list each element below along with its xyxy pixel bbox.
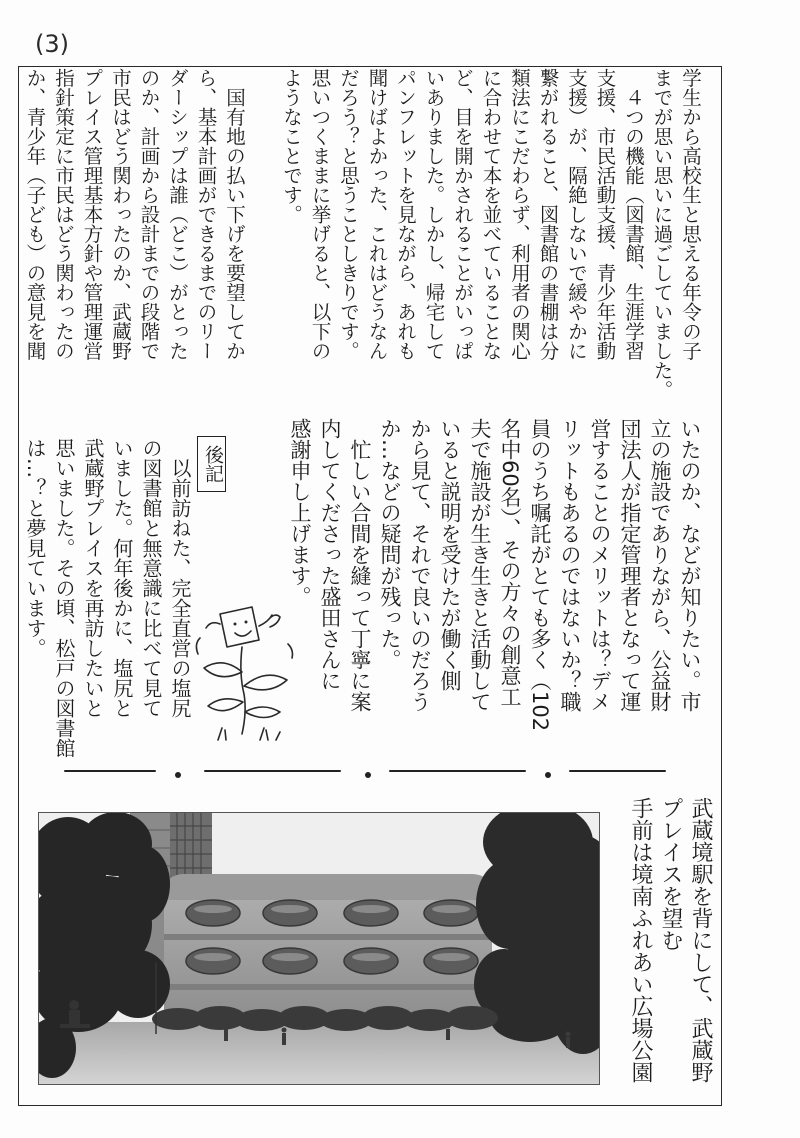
section-divider	[55, 760, 675, 784]
text-column: か…などの疑問が残った。	[378, 418, 402, 670]
text-column: ４つの機能（図書館、生涯学習	[622, 68, 645, 361]
text-column: いありました。しかし、帰宅して	[422, 68, 446, 361]
text-column: か、青少年（子ども）の意見を聞	[23, 68, 47, 361]
text-column: 繋がれること、図書館の書棚は分	[536, 68, 560, 361]
caption-column: 手前は境南ふれあい広場公園	[628, 797, 653, 1083]
afterword-column: 思いました。その頃、松戸の図書館	[52, 438, 76, 758]
afterword-heading: 後記	[197, 436, 226, 492]
text-column: 市民はどう関わったのか、武蔵野	[109, 68, 132, 361]
text-column: 忙しい合間を縫って丁寧に案	[348, 418, 372, 712]
text-column: だろう？と思うことしきりです。	[337, 68, 360, 361]
text-column: ら、基本計画ができるまでのリー	[194, 68, 218, 361]
text-column: に合わせて本を並べていることな	[479, 68, 503, 361]
top-text-block	[20, 68, 704, 402]
caption-column: 武蔵境駅を背にして、武蔵野	[688, 797, 713, 1083]
main-building	[164, 874, 492, 1016]
afterword-column: いました。何年後かに、塩尻と	[110, 438, 134, 718]
paragraph-gap	[248, 68, 277, 402]
text-column: いたのか、などが知りたい。市	[678, 418, 702, 712]
page-number: (3)	[35, 30, 69, 58]
plant-face-doodle	[190, 596, 302, 742]
middle-text-block	[285, 418, 705, 770]
text-column: ど、目を開かされることがいっぱ	[451, 68, 474, 361]
photo-caption	[625, 797, 715, 1089]
text-column: 夫で施設が生き生きと活動して	[468, 418, 492, 712]
afterword-text-block	[20, 438, 194, 770]
caption-column: プレイスを望む	[658, 797, 683, 951]
building-photo	[38, 812, 600, 1085]
text-column: プレイス管理基本方針や管理運営	[80, 68, 104, 361]
afterword-column: は…？と夢見ています。	[23, 438, 47, 658]
text-column: 内してくださった盛田さんに	[318, 418, 342, 691]
text-column: 国有地の払い下げを要望してか	[223, 68, 246, 361]
text-column: ようなことです。	[280, 68, 303, 224]
afterword-column: 武蔵野プレイスを再訪したいと	[81, 438, 105, 718]
text-column: 類法にこだわらず、利用者の関心	[508, 68, 531, 361]
text-column: 立の施設でありながら、公益財	[648, 418, 672, 712]
afterword-column: の図書館と無意識に比べて見て	[139, 438, 163, 718]
afterword-column: 以前訪ねた、完全直営の塩尻	[168, 438, 192, 718]
text-column: いると説明を受けたが働く側	[438, 418, 462, 691]
text-column: 営することのメリットは？デメ	[588, 418, 612, 712]
text-column: 聞けばよかった、これはどうなん	[365, 68, 389, 361]
text-column: 団法人が指定管理者となって運	[618, 418, 642, 712]
text-column: 学生から高校生と思える年令の子	[679, 68, 702, 361]
text-column: 指針策定に市民はどう関わったの	[52, 68, 75, 361]
text-column: 思いつくままに挙げると、以下の	[308, 68, 332, 361]
text-column: リットもあるのではないか？職	[558, 418, 582, 712]
text-column: から見て、それで良いのだろう	[408, 418, 432, 712]
text-column: 員のうち嘱託がとても多く（102	[528, 418, 552, 732]
text-column: 名中60名）、その方々の創意工	[498, 418, 522, 708]
text-column: ダーシップは誰（どこ）がとった	[166, 68, 189, 361]
text-column: のか、計画から設計までの段階で	[137, 68, 161, 361]
text-column: パンフレットを見ながら、あれも	[394, 68, 417, 361]
text-column: までが思い思いに過ごしていました。	[650, 68, 674, 400]
text-column: 感謝申し上げます。	[288, 418, 312, 607]
text-column: 支援、市民活動支援、青少年活動	[593, 68, 617, 361]
text-column: 支援）が、隔絶しないで緩やかに	[565, 68, 588, 361]
